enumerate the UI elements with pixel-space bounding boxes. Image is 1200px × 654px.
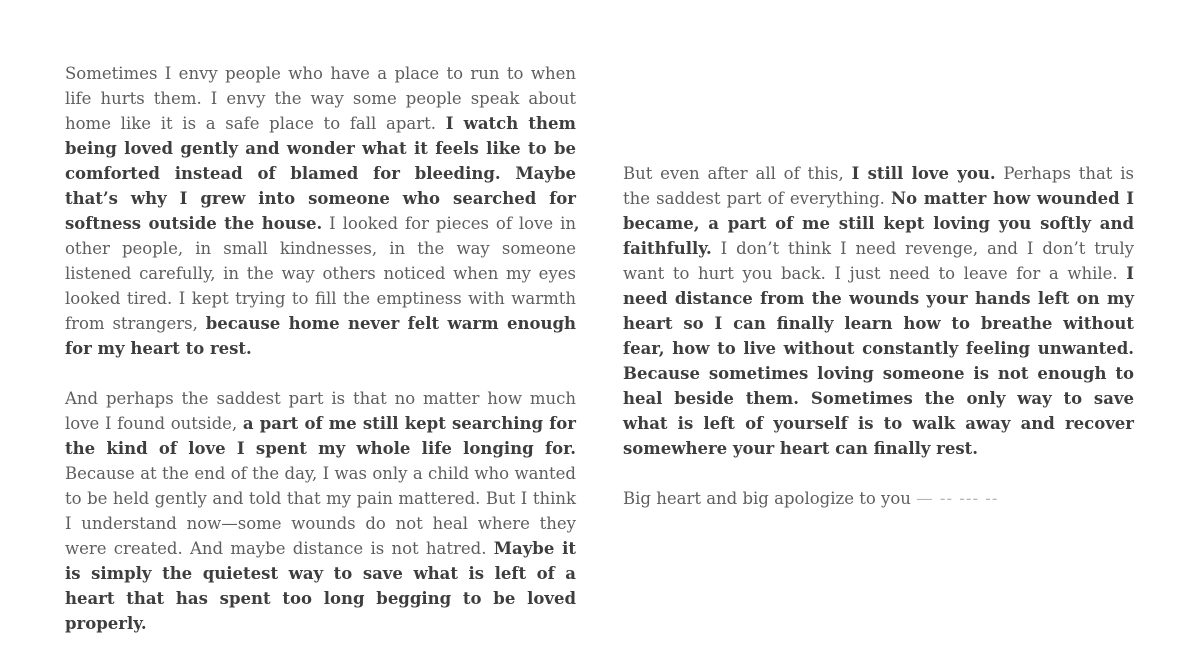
paragraph	[623, 161, 1134, 461]
emphasized-text-span: I watch them being loved gently and wonder what it feels like to be comforted instead of blamed for bleeding. Maybe that’s why I grew into someone who searched for softness outside the house.	[65, 114, 576, 233]
text-span: Because at the end of the day, I was only a child who wanted to be held gently and told that my pain mattered. But I think I understand now—some wounds do not heal where they were created. And maybe distance is not hatred.	[65, 464, 576, 558]
signoff-dashes: — -- --- --	[916, 489, 999, 508]
emphasized-text-span: I still love you.	[851, 164, 996, 183]
text-span: And perhaps the saddest part is that no matter how much love I found outside,	[65, 389, 576, 433]
text-span: I don’t think I need revenge, and I don’t truly want to hurt you back. I just need to leave for a while.	[623, 239, 1134, 283]
emphasized-text-span: a part of me still kept searching for the kind of love I spent my whole life longing for.	[65, 414, 576, 458]
right-text-column	[623, 161, 1134, 511]
text-span: Perhaps that is the saddest part of everything.	[623, 164, 1134, 208]
signoff-text: Big heart and big apologize to you	[623, 489, 917, 508]
left-text-column	[65, 61, 576, 636]
emphasized-text-span: No matter how wounded I became, a part of me still kept loving you softly and faithfully.	[623, 189, 1134, 258]
signoff	[623, 486, 1134, 511]
text-span: Sometimes I envy people who have a place to run to when life hurts them. I envy the way some people speak about home like it is a safe place to fall apart.	[65, 64, 576, 133]
paragraph	[65, 61, 576, 361]
emphasized-text-span: because home never felt warm enough for my heart to rest.	[65, 314, 576, 358]
text-span: I looked for pieces of love in other people, in small kindnesses, in the way someone listened carefully, in the way others noticed when my eyes looked tired. I kept trying to fill the emptiness with warmth from strangers,	[65, 214, 577, 333]
emphasized-text-span: I need distance from the wounds your hands left on my heart so I can finally learn how to breathe without fear, how to live without constantly feeling unwanted. Because sometimes loving someone is not enough to heal beside them. Sometimes the only way to save what is left of yourself is to walk away and recover somewhere your heart can finally rest.	[623, 264, 1134, 458]
text-span: But even after all of this,	[623, 164, 852, 183]
emphasized-text-span: Maybe it is simply the quietest way to save what is left of a heart that has spent too long begging to be loved properly.	[65, 539, 576, 633]
paragraph	[65, 386, 576, 636]
